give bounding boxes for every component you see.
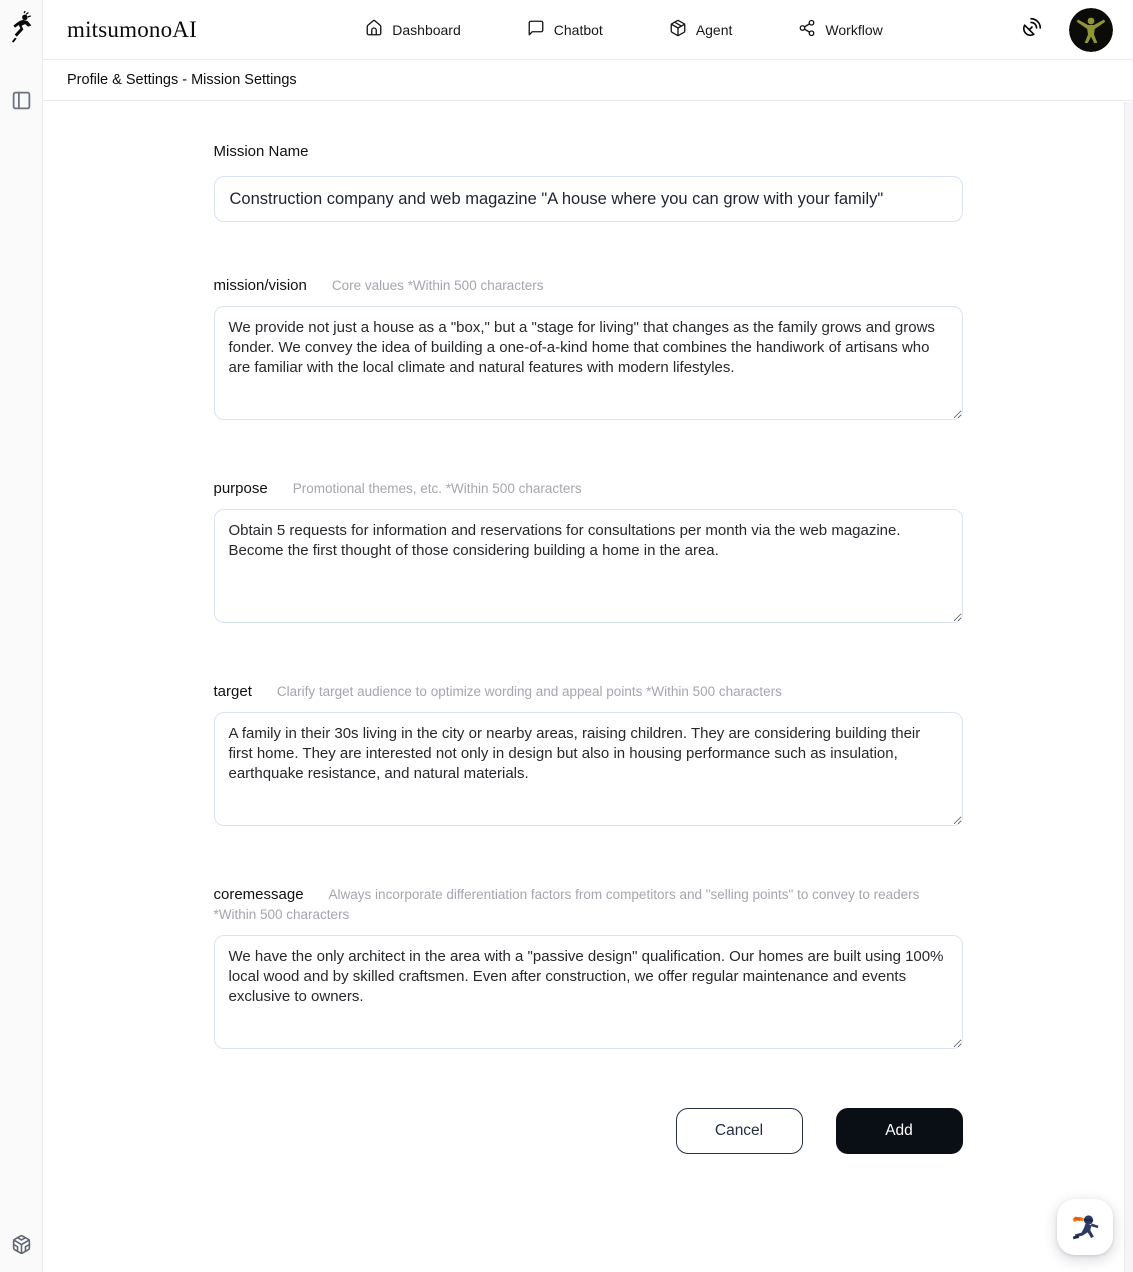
nav-item-workflow[interactable]: [798, 19, 882, 40]
field-head: [214, 885, 963, 925]
nav-label: Chatbot: [553, 21, 603, 38]
field-label: target: [213, 683, 252, 700]
field-head: [214, 682, 963, 702]
mission-settings-form: [214, 142, 963, 1154]
nav-item-dashboard[interactable]: [365, 19, 461, 40]
main-column: [43, 0, 1133, 1272]
codesandbox-icon[interactable]: [11, 1234, 32, 1260]
mission-name-input[interactable]: [214, 176, 963, 222]
field-head: [214, 142, 963, 162]
field-label: coremessage: [213, 886, 304, 903]
content-area: [43, 101, 1133, 1272]
field-target: [214, 682, 963, 831]
field-hint: Promotional themes, etc. *Within 500 characters: [292, 481, 582, 496]
header-right: [1021, 8, 1113, 52]
ninja-fab-icon: [1067, 1209, 1103, 1245]
purpose-textarea[interactable]: [214, 509, 963, 623]
primary-nav: [227, 19, 1021, 40]
coremessage-textarea[interactable]: [214, 935, 963, 1049]
top-header: [43, 0, 1133, 60]
left-rail: [0, 0, 43, 1272]
cancel-button[interactable]: Cancel: [676, 1108, 803, 1154]
field-head: [214, 479, 963, 499]
add-button[interactable]: Add: [836, 1108, 963, 1154]
field-mission-name: [214, 142, 963, 222]
home-icon: [365, 19, 383, 40]
brand-title: mitsumonoAI: [67, 16, 197, 42]
ninja-assistant-fab[interactable]: [1057, 1199, 1113, 1255]
ninja-logo-icon: [6, 9, 36, 50]
nav-label: Dashboard: [392, 21, 461, 38]
nav-item-agent[interactable]: [669, 19, 733, 40]
field-hint: Clarify target audience to optimize wording and appeal points *Within 500 characters: [276, 684, 782, 699]
satellite-dish-icon[interactable]: [1021, 16, 1043, 43]
field-hint: Core values *Within 500 characters: [331, 278, 544, 293]
share-icon: [798, 19, 816, 40]
package-icon: [669, 19, 687, 40]
nav-item-chatbot[interactable]: [527, 19, 603, 40]
nav-label: Agent: [695, 21, 733, 38]
field-coremessage: [214, 885, 963, 1054]
field-label: mission/vision: [213, 277, 307, 294]
breadcrumb: [43, 60, 1133, 101]
user-avatar[interactable]: [1069, 8, 1113, 52]
target-textarea[interactable]: [214, 712, 963, 826]
form-actions: [214, 1108, 963, 1154]
panel-left-toggle-icon[interactable]: [11, 90, 32, 116]
vertical-scrollbar[interactable]: [1124, 102, 1133, 1272]
mission-vision-textarea[interactable]: [214, 306, 963, 420]
field-hint: Always incorporate differentiation factors from competitors and "selling points" to convey to readers *Within 500 characters: [213, 887, 920, 922]
field-purpose: [214, 479, 963, 628]
breadcrumb-text: Profile & Settings - Mission Settings: [67, 72, 297, 88]
nav-label: Workflow: [825, 21, 883, 38]
field-label: purpose: [213, 480, 268, 497]
message-square-icon: [527, 19, 545, 40]
field-mission-vision: [214, 276, 963, 425]
field-head: [214, 276, 963, 296]
field-label: Mission Name: [213, 143, 309, 160]
